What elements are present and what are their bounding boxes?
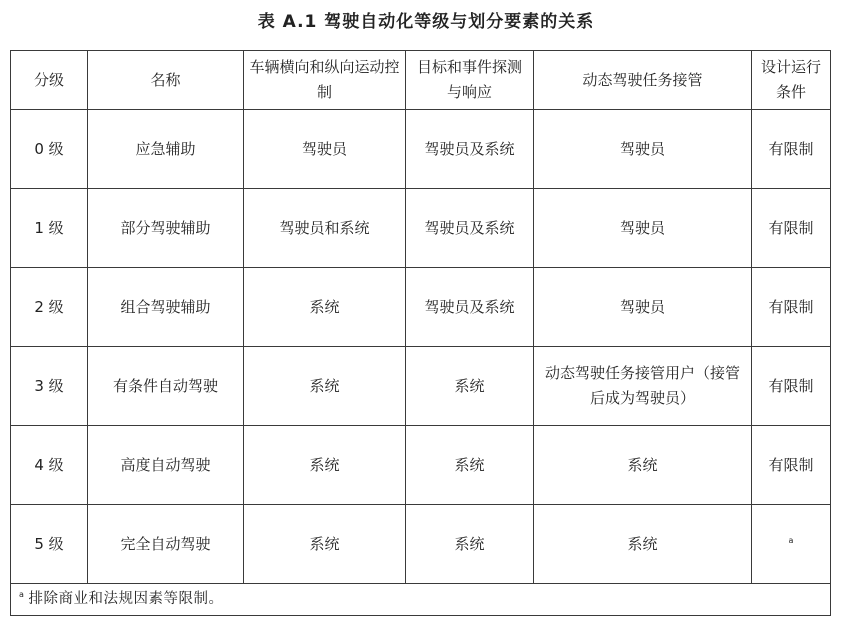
cell-motion-control: 系统 <box>244 347 406 426</box>
cell-level: 1 级 <box>11 189 88 268</box>
cell-fallback: 动态驾驶任务接管用户（接管后成为驾驶员） <box>534 347 752 426</box>
cell-detection: 驾驶员及系统 <box>406 110 534 189</box>
header-name: 名称 <box>88 51 244 110</box>
table-header-row <box>11 51 831 110</box>
table-row-level-1 <box>11 189 831 268</box>
cell-detection: 驾驶员及系统 <box>406 189 534 268</box>
cell-detection: 系统 <box>406 505 534 584</box>
conditions-text: 有限制 <box>768 376 814 395</box>
header-design-operating-conditions: 设计运行条件 <box>752 51 831 110</box>
cell-conditions <box>752 110 831 189</box>
cell-level: 2 级 <box>11 268 88 347</box>
cell-level: 3 级 <box>11 347 88 426</box>
cell-level: 4 级 <box>11 426 88 505</box>
cell-name: 组合驾驶辅助 <box>88 268 244 347</box>
table-row-level-5 <box>11 505 831 584</box>
cell-name: 部分驾驶辅助 <box>88 189 244 268</box>
cell-conditions <box>752 505 831 584</box>
cell-fallback: 系统 <box>534 505 752 584</box>
cell-name: 高度自动驾驶 <box>88 426 244 505</box>
cell-detection: 系统 <box>406 426 534 505</box>
automation-levels-table <box>10 50 831 616</box>
footnote-cell <box>11 584 831 616</box>
header-level: 分级 <box>11 51 88 110</box>
cell-conditions <box>752 347 831 426</box>
header-dynamic-task-fallback: 动态驾驶任务接管 <box>534 51 752 110</box>
cell-conditions <box>752 268 831 347</box>
cell-motion-control: 系统 <box>244 505 406 584</box>
table-row-level-0 <box>11 110 831 189</box>
cell-fallback: 系统 <box>534 426 752 505</box>
cell-motion-control: 驾驶员 <box>244 110 406 189</box>
conditions-text: 有限制 <box>768 297 814 316</box>
cell-fallback: 驾驶员 <box>534 110 752 189</box>
cell-motion-control: 驾驶员和系统 <box>244 189 406 268</box>
table-row-level-2 <box>11 268 831 347</box>
conditions-text: 有限制 <box>768 455 814 474</box>
cell-detection: 系统 <box>406 347 534 426</box>
header-object-event-detection: 目标和事件探测与响应 <box>406 51 534 110</box>
cell-conditions <box>752 189 831 268</box>
cell-level: 5 级 <box>11 505 88 584</box>
footnote-mark: a <box>19 590 24 600</box>
footnote-text: 排除商业和法规因素等限制。 <box>28 591 224 607</box>
cell-fallback: 驾驶员 <box>534 268 752 347</box>
conditions-text: 有限制 <box>768 139 814 158</box>
cell-detection: 驾驶员及系统 <box>406 268 534 347</box>
conditions-text: 有限制 <box>768 218 814 237</box>
cell-conditions <box>752 426 831 505</box>
cell-fallback: 驾驶员 <box>534 189 752 268</box>
table-footnote-row <box>11 584 831 616</box>
table-row-level-3 <box>11 347 831 426</box>
cell-motion-control: 系统 <box>244 426 406 505</box>
table-title: 表 A.1 驾驶自动化等级与划分要素的关系 <box>257 12 595 32</box>
cell-name: 完全自动驾驶 <box>88 505 244 584</box>
table-row-level-4 <box>11 426 831 505</box>
cell-level: 0 级 <box>11 110 88 189</box>
header-motion-control: 车辆横向和纵向运动控制 <box>244 51 406 110</box>
footnote-marker: a <box>788 535 794 545</box>
cell-name: 应急辅助 <box>88 110 244 189</box>
cell-motion-control: 系统 <box>244 268 406 347</box>
cell-name: 有条件自动驾驶 <box>88 347 244 426</box>
